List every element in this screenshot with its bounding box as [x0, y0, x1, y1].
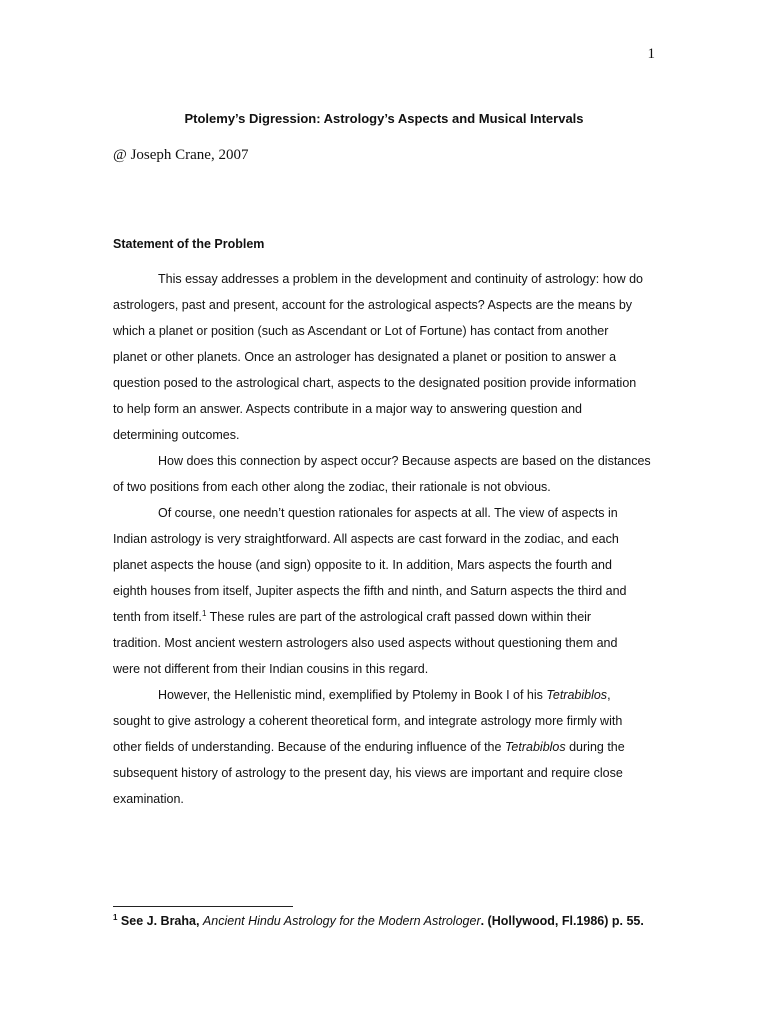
body-text-run: other fields of understanding. Because of the enduring influence of the [113, 740, 505, 754]
body-line: eighth houses from itself, Jupiter aspects the fifth and ninth, and Saturn aspects the third and [113, 584, 627, 598]
book-title-tetrabiblos: Tetrabiblos [546, 688, 608, 702]
book-title-tetrabiblos: Tetrabiblos [504, 740, 566, 754]
body-text-run: , [607, 688, 611, 702]
body-text-run: during the [565, 740, 625, 754]
body-line: Of course, one needn’t question rationales for aspects at all. The view of aspects in [158, 506, 618, 520]
body-line: which a planet or position (such as Ascendant or Lot of Fortune) has contact from another [113, 324, 609, 338]
body-line: subsequent history of astrology to the present day, his views are important and require close [113, 766, 623, 780]
body-text [113, 266, 656, 812]
section-heading: Statement of the Problem [113, 237, 265, 251]
body-line: tradition. Most ancient western astrologers also used aspects without questioning them and [113, 636, 618, 650]
footnote-book-title: Ancient Hindu Astrology for the Modern Astrologer [202, 914, 481, 928]
body-line: planet aspects the house (and sign) opposite to it. In addition, Mars aspects the fourth and [113, 558, 612, 572]
body-line: sought to give astrology a coherent theoretical form, and integrate astrology more firmly with [113, 714, 623, 728]
document-title: Ptolemy’s Digression: Astrology’s Aspects and Musical Intervals [184, 111, 584, 126]
page-number: 1 [647, 46, 655, 62]
body-line [113, 604, 656, 630]
body-line: examination. [113, 792, 184, 806]
body-text-run: However, the Hellenistic mind, exemplified by Ptolemy in Book I of his [158, 688, 547, 702]
footnote-text: See J. Braha, [117, 914, 203, 928]
body-line: of two positions from each other along the zodiac, their rationale is not obvious. [113, 480, 551, 494]
body-line: How does this connection by aspect occur? Because aspects are based on the distances [158, 454, 651, 468]
footnote-separator [113, 906, 293, 907]
body-line [113, 734, 656, 760]
footnote-reference[interactable]: 1 [201, 609, 207, 618]
footnote [113, 914, 644, 928]
body-line: question posed to the astrological chart, aspects to the designated position provide information [113, 376, 637, 390]
body-line: This essay addresses a problem in the development and continuity of astrology: how do [158, 272, 643, 286]
body-line: planet or other planets. Once an astrologer has designated a planet or position to answer a [113, 350, 617, 364]
author-line: @ Joseph Crane, 2007 [113, 147, 249, 163]
footnote-marker: 1 [113, 913, 118, 922]
body-text-run: These rules are part of the astrological craft passed down within their [206, 610, 592, 624]
body-line: to help form an answer. Aspects contribute in a major way to answering question and [113, 402, 583, 416]
body-text-run: tenth from itself. [113, 610, 202, 624]
footnote-text: . (Hollywood, Fl.1986) p. 55. [480, 914, 644, 928]
body-line [113, 682, 656, 708]
body-line: Indian astrology is very straightforward. All aspects are cast forward in the zodiac, and each [113, 532, 619, 546]
body-line: were not different from their Indian cousins in this regard. [113, 662, 429, 676]
body-line: astrologers, past and present, account for the astrological aspects? Aspects are the means by [113, 298, 633, 312]
body-line: determining outcomes. [113, 428, 240, 442]
